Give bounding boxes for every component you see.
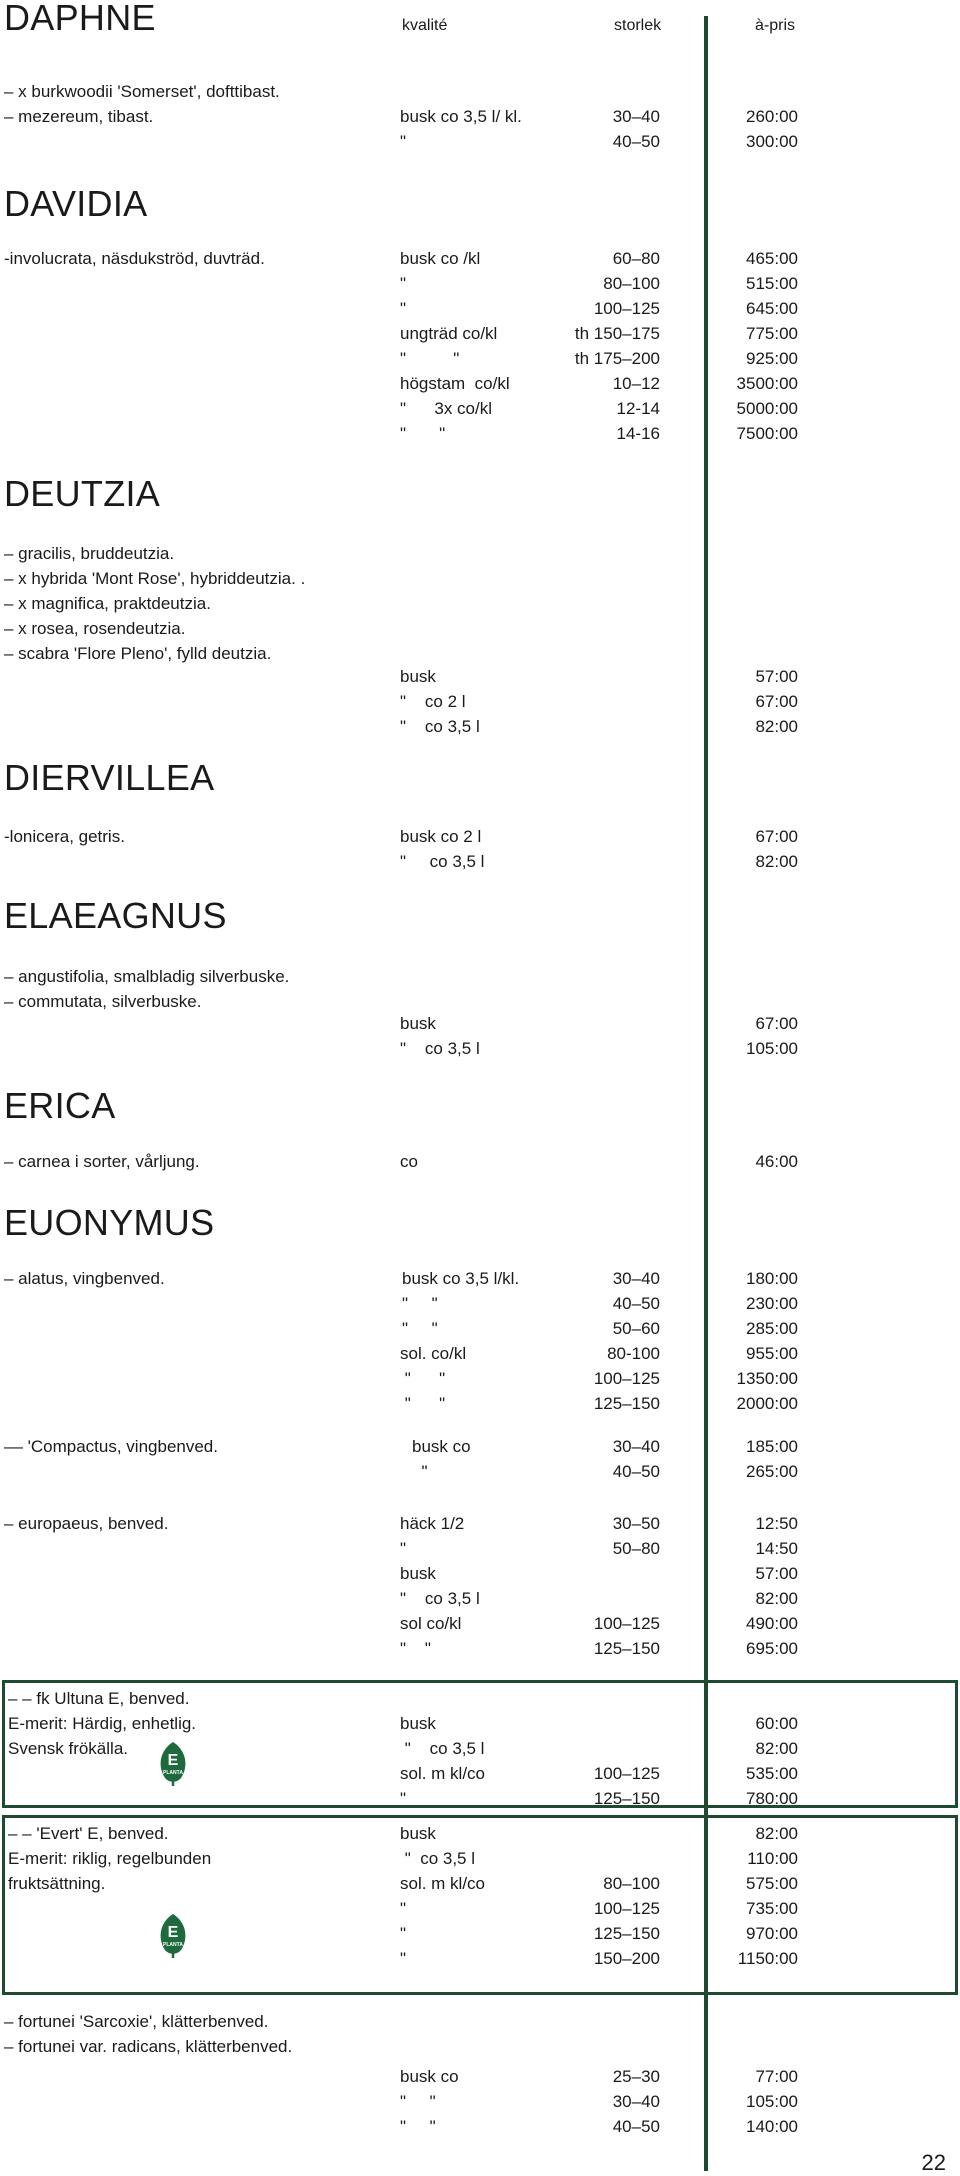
price-cell: 67:00	[755, 827, 798, 846]
logo-text: PLANTA	[163, 1942, 183, 1948]
price-cell: 110:00	[747, 1849, 798, 1868]
price-cell: 775:00	[746, 324, 798, 343]
quality-cell: busk co	[412, 1437, 471, 1456]
price-cell: 230:00	[746, 1294, 798, 1313]
species-line: – x magnifica, praktdeutzia.	[4, 594, 211, 613]
size-cell: 30–40	[612, 1269, 660, 1288]
quality-cell: " "	[402, 1294, 438, 1313]
genus-heading-elaeagnus: ELAEAGNUS	[4, 895, 227, 936]
quality-cell: busk co 3,5 l/ kl.	[400, 107, 522, 126]
price-cell: 185:00	[746, 1437, 798, 1456]
quality-cell: sol. co/kl	[400, 1344, 467, 1363]
price-cell: 105:00	[746, 2092, 798, 2111]
column-header-price: à-pris	[755, 17, 796, 34]
price-cell: 82:00	[755, 1824, 798, 1843]
quality-cell: högstam co/kl	[400, 374, 510, 393]
species-line: – fortunei 'Sarcoxie', klätterbenved.	[4, 2012, 269, 2031]
quality-cell: " co 2 l	[400, 692, 466, 711]
quality-cell: sol. m kl/co	[400, 1874, 486, 1893]
size-cell: 30–40	[612, 1437, 660, 1456]
species-line: –– 'Compactus, vingbenved.	[4, 1437, 218, 1456]
price-cell: 265:00	[746, 1462, 798, 1481]
genus-heading-davidia: DAVIDIA	[4, 183, 148, 224]
price-cell: 60:00	[755, 1714, 798, 1733]
price-cell: 57:00	[755, 1564, 798, 1583]
species-line: – x hybrida 'Mont Rose', hybriddeutzia. .	[4, 569, 306, 588]
price-cell: 57:00	[755, 667, 798, 686]
quality-cell: sol. m kl/co	[400, 1764, 486, 1783]
price-cell: 82:00	[755, 1589, 798, 1608]
quality-cell: "	[400, 274, 407, 293]
quality-cell: busk	[400, 1014, 436, 1033]
quality-cell: busk	[400, 1714, 436, 1733]
species-line: – fortunei var. radicans, klätterbenved.	[4, 2037, 293, 2056]
size-cell: th 150–175	[574, 324, 660, 343]
quality-cell: busk	[400, 1564, 436, 1583]
quality-cell: "	[400, 299, 407, 318]
price-cell: 77:00	[755, 2067, 798, 2086]
logo-text: PLANTA	[163, 1770, 183, 1776]
price-cell: 735:00	[746, 1899, 798, 1918]
size-cell: 25–30	[612, 2067, 660, 2086]
quality-cell: " "	[400, 424, 446, 443]
price-cell: 2000:00	[736, 1394, 798, 1413]
e-planta-leaf-icon	[155, 1740, 191, 1793]
quality-cell: " co 3,5 l	[400, 1589, 480, 1608]
size-cell: 30–50	[612, 1514, 660, 1533]
size-cell: th 175–200	[574, 349, 660, 368]
price-cell: 1350:00	[736, 1369, 798, 1388]
genus-heading-erica: ERICA	[4, 1085, 116, 1126]
species-line: – gracilis, bruddeutzia.	[4, 544, 175, 563]
size-cell: 40–50	[612, 1462, 660, 1481]
page-number: 22	[921, 2150, 946, 2175]
merit-line: Svensk frökälla.	[8, 1739, 128, 1758]
price-cell: 105:00	[746, 1039, 798, 1058]
genus-heading-euonymus: EUONYMUS	[4, 1202, 215, 1243]
price-cell: 12:50	[755, 1514, 798, 1533]
size-cell: 100–125	[593, 1899, 660, 1918]
size-cell: 80–100	[603, 1874, 660, 1893]
quality-cell: " co 3,5 l	[400, 1739, 485, 1758]
price-cell: 490:00	[746, 1614, 798, 1633]
price-cell: 260:00	[746, 107, 798, 126]
species-line: – alatus, vingbenved.	[4, 1269, 165, 1288]
quality-cell: busk co 2 l	[400, 827, 482, 846]
price-cell: 535:00	[746, 1764, 798, 1783]
price-cell: 1150:00	[737, 1949, 798, 1968]
species-line: – europaeus, benved.	[4, 1514, 169, 1533]
logo-letter: E	[167, 1752, 179, 1769]
size-cell: 125–150	[593, 1789, 660, 1808]
column-header-quality: kvalité	[402, 17, 448, 34]
size-cell: 40–50	[612, 132, 660, 151]
price-cell: 82:00	[755, 852, 798, 871]
quality-cell: "	[400, 1789, 407, 1808]
quality-cell: busk co 3,5 l/kl.	[402, 1269, 520, 1288]
quality-cell: " "	[400, 349, 460, 368]
species-line: – – 'Evert' E, benved.	[8, 1824, 169, 1843]
e-planta-leaf-icon	[155, 1912, 191, 1965]
size-cell: 50–80	[612, 1539, 660, 1558]
size-cell: 100–125	[593, 299, 660, 318]
merit-line: fruktsättning.	[8, 1874, 106, 1893]
price-cell: 14:50	[755, 1539, 798, 1558]
price-cell: 695:00	[746, 1639, 798, 1658]
quality-cell: "	[412, 1462, 428, 1481]
price-cell: 82:00	[755, 1739, 798, 1758]
quality-cell: "	[400, 1924, 407, 1943]
size-cell: 125–150	[593, 1639, 660, 1658]
quality-cell: " "	[402, 1319, 438, 1338]
genus-heading-diervillea: DIERVILLEA	[4, 757, 215, 798]
quality-cell: " "	[400, 2117, 436, 2136]
column-header-size: storlek	[614, 17, 662, 34]
price-cell: 515:00	[746, 274, 798, 293]
size-cell: 40–50	[612, 2117, 660, 2136]
species-line: – x burkwoodii 'Somerset', dofttibast.	[4, 82, 280, 101]
price-cell: 82:00	[755, 717, 798, 736]
size-cell: 125–150	[593, 1924, 660, 1943]
quality-cell: sol co/kl	[400, 1614, 462, 1633]
quality-cell: " co 3,5 l	[400, 1039, 480, 1058]
size-cell: 100–125	[593, 1369, 660, 1388]
quality-cell: "	[400, 1899, 407, 1918]
quality-cell: " "	[400, 2092, 436, 2111]
quality-cell: " "	[400, 1639, 431, 1658]
price-cell: 46:00	[755, 1152, 798, 1171]
size-cell: 12-14	[616, 399, 660, 418]
species-line: -lonicera, getris.	[4, 827, 125, 846]
price-cell: 970:00	[746, 1924, 798, 1943]
genus-heading-deutzia: DEUTZIA	[4, 473, 161, 514]
species-line: – carnea i sorter, vårljung.	[4, 1152, 200, 1171]
quality-cell: busk co /kl	[400, 249, 481, 268]
price-cell: 7500:00	[736, 424, 798, 443]
size-cell: 10–12	[612, 374, 660, 393]
price-cell: 285:00	[746, 1319, 798, 1338]
merit-line: E-merit: Härdig, enhetlig.	[8, 1714, 197, 1733]
quality-cell: "	[400, 1949, 407, 1968]
quality-cell: busk	[400, 1824, 436, 1843]
quality-cell: ungträd co/kl	[400, 324, 498, 343]
size-cell: 100–125	[593, 1764, 660, 1783]
price-cell: 140:00	[746, 2117, 798, 2136]
quality-cell: " "	[400, 1394, 446, 1413]
species-line: – commutata, silverbuske.	[4, 992, 202, 1011]
logo-letter: E	[167, 1924, 179, 1941]
size-cell: 30–40	[612, 2092, 660, 2111]
size-cell: 80-100	[607, 1344, 660, 1363]
quality-cell: " co 3,5 l	[400, 852, 485, 871]
quality-cell: busk co	[400, 2067, 459, 2086]
species-line: – – fk Ultuna E, benved.	[8, 1689, 190, 1708]
quality-cell: co	[400, 1152, 418, 1171]
price-cell: 180:00	[746, 1269, 798, 1288]
merit-line: E-merit: riklig, regelbunden	[8, 1849, 212, 1868]
size-cell: 14-16	[616, 424, 660, 443]
quality-cell: " co 3,5 l	[400, 717, 480, 736]
quality-cell: " 3x co/kl	[400, 399, 493, 418]
quality-cell: "	[400, 132, 407, 151]
quality-cell: "	[400, 1539, 407, 1558]
species-line: -involucrata, näsdukströd, duvträd.	[4, 249, 265, 268]
species-line: – mezereum, tibast.	[4, 107, 154, 126]
quality-cell: häck 1/2	[400, 1514, 465, 1533]
species-line: – scabra 'Flore Pleno', fylld deutzia.	[4, 644, 272, 663]
quality-cell: " co 3,5 l	[400, 1849, 476, 1868]
size-cell: 50–60	[612, 1319, 660, 1338]
size-cell: 60–80	[612, 249, 660, 268]
quality-cell: " "	[400, 1369, 446, 1388]
size-cell: 150–200	[593, 1949, 660, 1968]
price-cell: 955:00	[746, 1344, 798, 1363]
size-cell: 100–125	[593, 1614, 660, 1633]
quality-cell: busk	[400, 667, 436, 686]
price-cell: 575:00	[746, 1874, 798, 1893]
size-cell: 80–100	[603, 274, 660, 293]
price-cell: 780:00	[746, 1789, 798, 1808]
price-cell: 645:00	[746, 299, 798, 318]
price-cell: 465:00	[746, 249, 798, 268]
size-cell: 125–150	[593, 1394, 660, 1413]
species-line: – x rosea, rosendeutzia.	[4, 619, 186, 638]
species-line: – angustifolia, smalbladig silverbuske.	[4, 967, 290, 986]
price-cell: 925:00	[746, 349, 798, 368]
genus-heading-daphne: DAPHNE	[4, 0, 156, 38]
price-cell: 67:00	[755, 692, 798, 711]
price-cell: 5000:00	[736, 399, 798, 418]
price-cell: 67:00	[755, 1014, 798, 1033]
size-cell: 30–40	[612, 107, 660, 126]
size-cell: 40–50	[612, 1294, 660, 1313]
price-cell: 300:00	[746, 132, 798, 151]
price-cell: 3500:00	[736, 374, 798, 393]
